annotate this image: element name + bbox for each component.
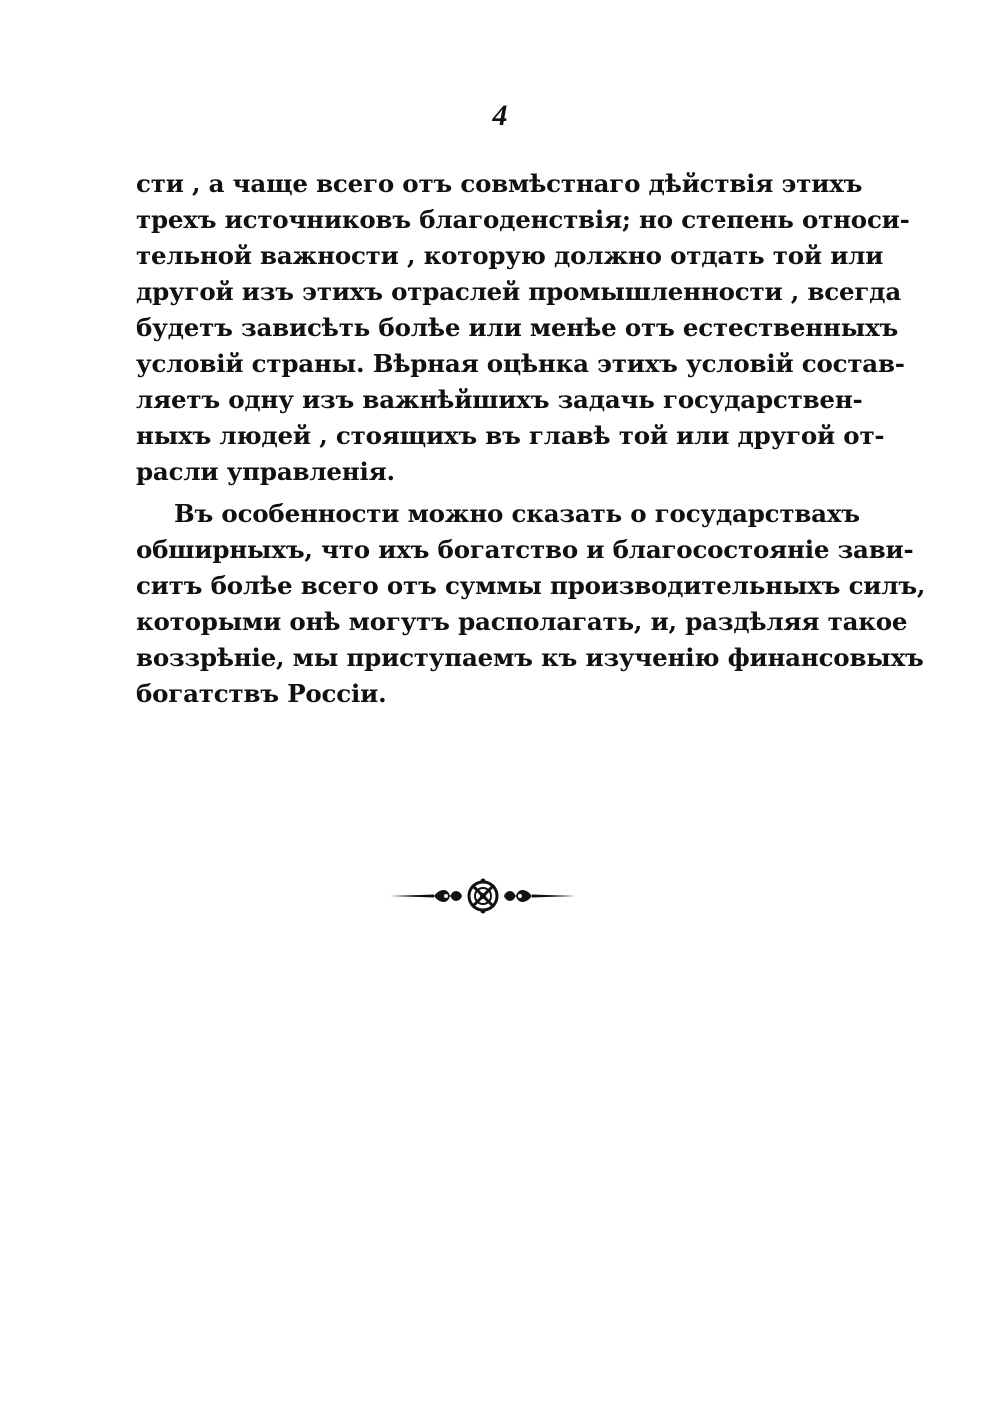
text-line: сти , а чаще всего отъ совмѣстнаго дѣйствія этихъ — [136, 169, 863, 198]
text-line: Въ особенности можно сказать о государствахъ — [174, 499, 860, 528]
text-line: обширныхъ, что ихъ богатство и благосостояніе зави- — [136, 535, 914, 564]
decorative-fleuron-icon — [388, 878, 578, 914]
text-line: условій страны. Вѣрная оцѣнка этихъ условій состав- — [136, 349, 905, 378]
paragraph-1 — [136, 166, 910, 490]
text-line: расли управленія. — [136, 457, 395, 486]
text-line: будетъ зависѣть болѣе или менѣе отъ естественныхъ — [136, 313, 899, 342]
body-text — [136, 166, 926, 712]
text-line: трехъ источниковъ благоденствія; но степень относи- — [136, 205, 910, 234]
text-line: другой изъ этихъ отраслей промышленности , всегда — [136, 277, 901, 306]
text-line: которыми онѣ могутъ располагать, и, раздѣляя такое — [136, 607, 908, 636]
text-line: ныхъ людей , стоящихъ въ главѣ той или другой от- — [136, 421, 885, 450]
text-line: богатствъ Россіи. — [136, 679, 387, 708]
text-line: воззрѣніе, мы приступаемъ къ изученію финансовыхъ — [136, 643, 924, 672]
text-line: ситъ болѣе всего отъ суммы производительныхъ силъ, — [136, 571, 926, 600]
text-line: ляетъ одну изъ важнѣйшихъ задачь государствен- — [136, 385, 863, 414]
paragraph-2 — [136, 496, 926, 712]
text-line: тельной важности , которую должно отдать той или — [136, 241, 884, 270]
page-number: 4 — [492, 99, 508, 132]
